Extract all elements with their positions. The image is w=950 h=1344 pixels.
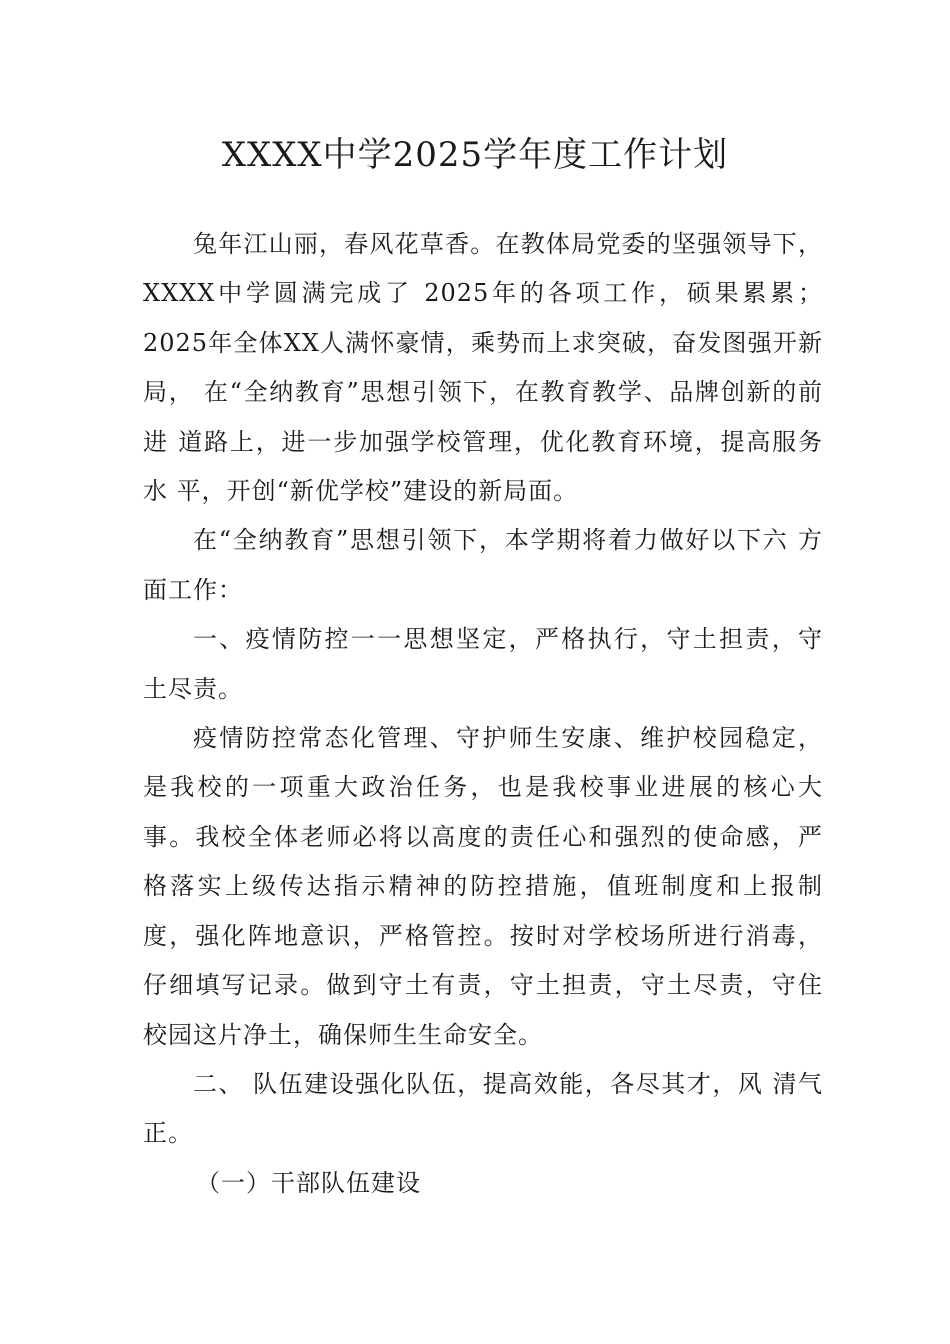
section-one-paragraph: 疫情防控常态化管理、守护师生安康、维护校园稳定， 是我校的一项重大政治任务，也是我校事业进展的核心大 事。我校全体老师必将以高度的责任心和强烈的使命感，严 格落实上级传达指示精神的防控措施，值班制度和上报制 度，强化阵地意识，严格管控。按时对学校场所进行消毒， 仔细填写记录。做到守土有责，守土担责，守土尽责，守住 校园这片净土，确保师生生命安全。 bbox=[143, 724, 823, 1049]
section-two-heading: 二、 队伍建设强化队伍，提高效能，各尽其才，风 清气正。 bbox=[143, 1069, 823, 1148]
intro-paragraph: 兔年江山丽，春风花草香。在教体局党委的坚强领导下，XXXX中学圆满完成了 2025年的各项工作，硕果累累；2025年全体XX人满怀豪情，乘势而上求突破，奋发图强开新局， 在“全纳教育”思想引领下，在教育教学、品牌创新的前进 道路上，进一步加强学校管理，优化教育环境，提高服务水 平，开创“新优学校”建设的新局面。 bbox=[143, 230, 823, 506]
document-body bbox=[143, 220, 823, 1208]
section-one-heading: 一、疫情防控一一思想坚定，严格执行，守土担责，守 土尽责。 bbox=[143, 625, 823, 703]
document-title: XXXX中学2025学年度工作计划 bbox=[221, 135, 729, 175]
overview-paragraph: 在“全纳教育”思想引领下，本学期将着力做好以下六 方面工作： bbox=[143, 526, 823, 604]
subsection-heading: （一）干部队伍建设 bbox=[196, 1168, 421, 1197]
